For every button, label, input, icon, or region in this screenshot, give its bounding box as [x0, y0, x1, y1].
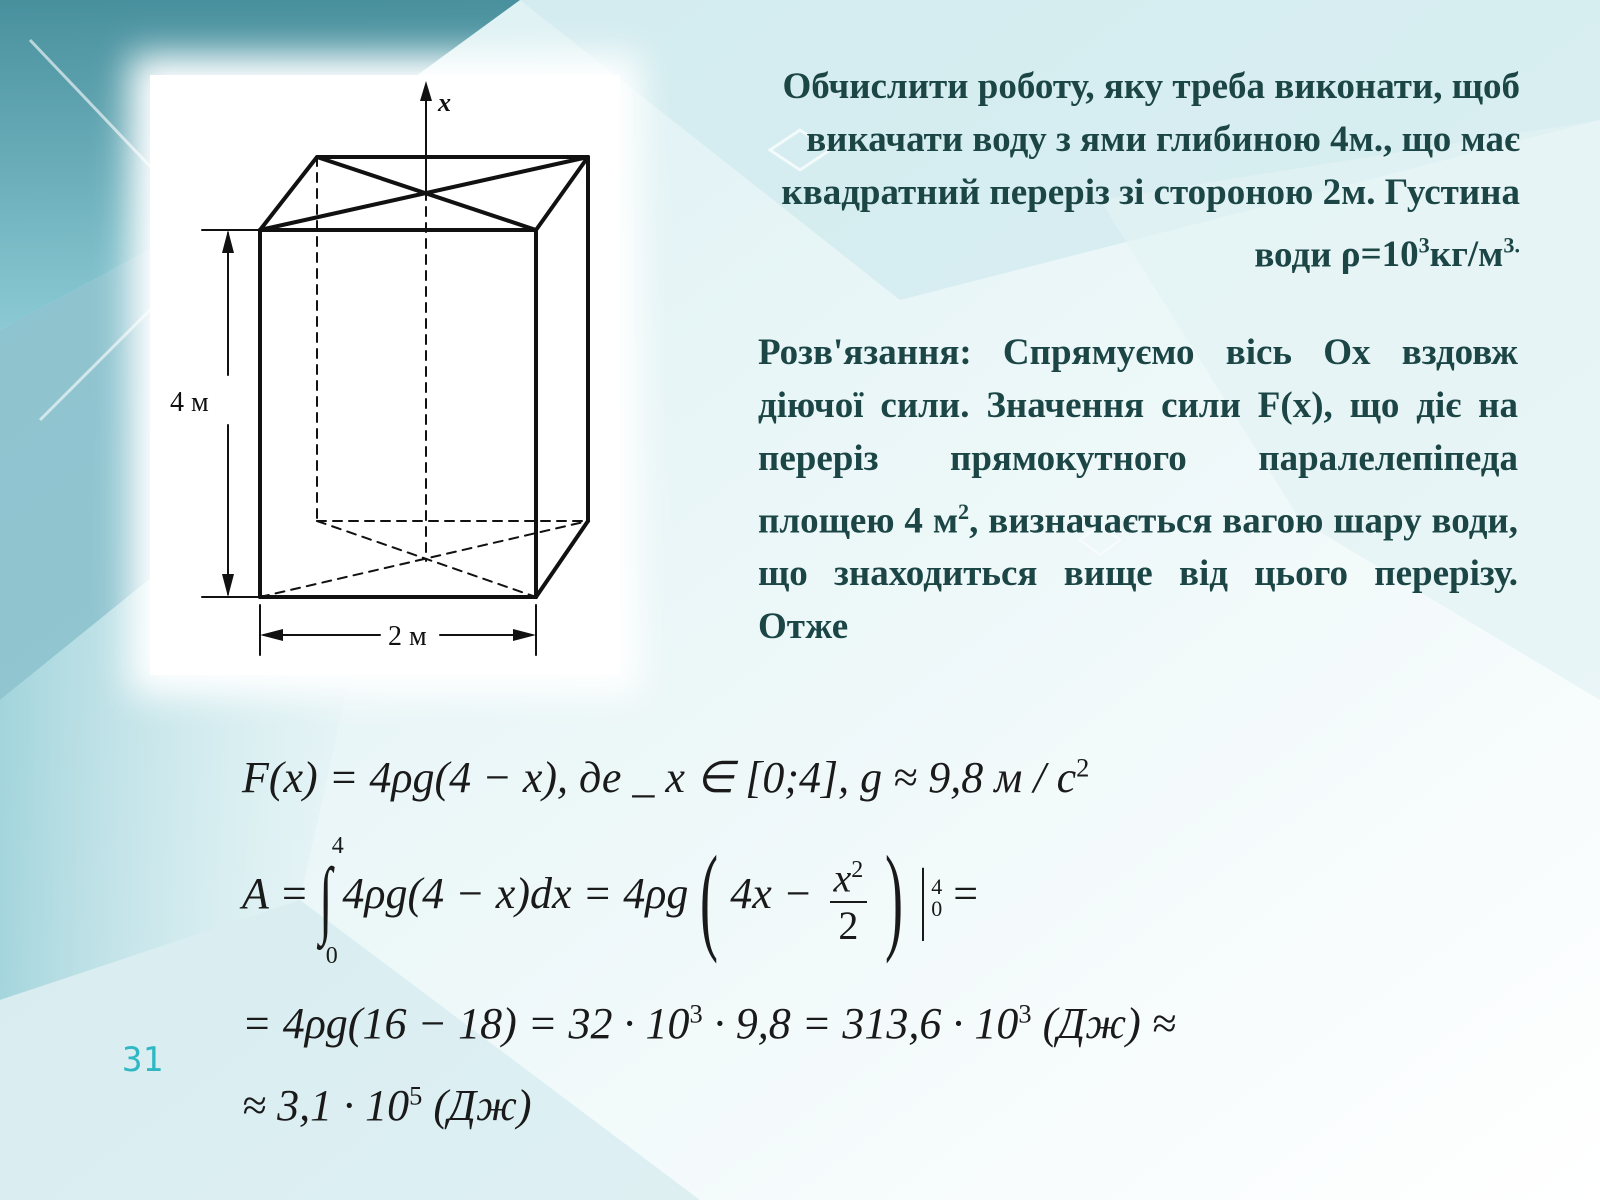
formula-force: F(x) = 4ρg(4 − x), де _ x ∈ [0;4], g ≈ 9,8 м / $с^2$: [242, 752, 1090, 802]
integral-sign: ∫: [319, 850, 333, 946]
axis-label: x: [438, 88, 451, 117]
formula-evaluation: = $4\rho g(16 - 18) = 32 \cdot 10^3 \cdot 9,8 = 313,6 \cdot 10^3$ (Дж) ≈: [242, 998, 1176, 1048]
density-value: $\rho=10^3кг/м^{3.}$: [1340, 233, 1520, 276]
prism-diagram: [150, 75, 620, 675]
formula-integral: A = 4 ∫ 0 4ρg(4 − x)dx = 4ρg ( 4x − $\frac{x^2}{2}$ ) | 4 0 =: [242, 831, 979, 969]
fraction: $\frac{x^2}{2}$: [830, 847, 868, 949]
width-label: 2 м: [388, 621, 427, 652]
problem-statement: [730, 60, 1520, 281]
solution-text: Розв'язання: Спрямуємо вісь Ох вздовж діючої сили. Значення сили F(x), що діє на переріз прямокутного паралелепіпеда площею 4 $м^2$, визначається вагою шару води, що знаходиться вище від цього перерізу. Отже: [758, 332, 1518, 648]
problem-text: Обчислити роботу, яку треба виконати, щоб викачати воду з ями глибиною 4м., що має квадратний переріз зі стороною 2м. Густина води: [781, 66, 1520, 276]
formula-result: ≈ $3,1 \cdot 10^5$ (Дж): [242, 1080, 532, 1130]
height-label: 4 м: [170, 387, 209, 418]
page-number: 31: [122, 1040, 163, 1080]
